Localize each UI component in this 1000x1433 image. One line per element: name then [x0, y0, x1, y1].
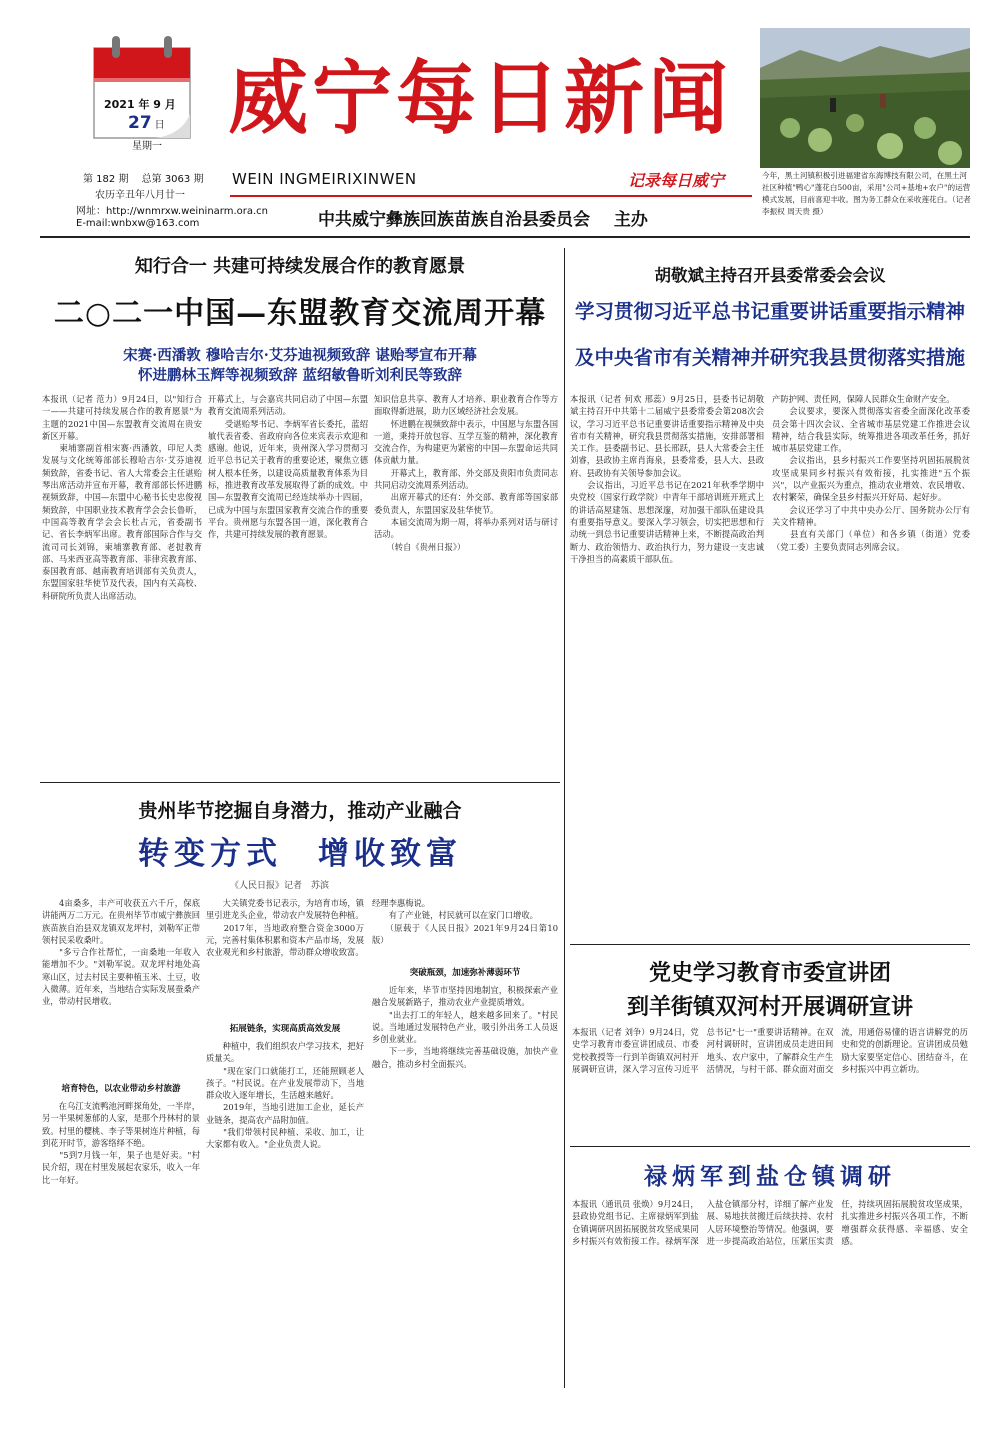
article3-subhead-b: 拓展链条，实现高质高效发展 — [229, 1024, 341, 1034]
article3-subhead-a: 培育特色，以农业带动乡村旅游 — [61, 1084, 181, 1094]
article2-kicker: 胡敬斌主持召开县委常委会会议 — [654, 266, 886, 285]
article3-col-3a: 经理李惠梅说。 有了产业链，村民就可以在家门口增收。 （原载于《人民日报》2021年9月24日第10版） — [372, 898, 558, 945]
title-pinyin: WEIN INGMEIRIXINWEN — [232, 170, 417, 188]
article3-col-1b: 在乌江支流鸭池河畔探角处，一半岸，另一半果树葱郁的人家，是那个丹林村的景致。村里的樱桃、李子等果树连片种植，每到花开时节，游客络绎不绝。 "5到7月钱一年，果子也是好卖。"村民介绍，现在村里发展起农家乐，收入一年比一年好。 — [42, 1101, 200, 1185]
article3-headline: 转变方式 增收致富 — [138, 836, 462, 872]
issue-info — [83, 170, 203, 185]
article3-kicker: 贵州毕节挖掘自身潜力，推动产业融合 — [138, 800, 462, 822]
lunar-date: 农历辛丑年八月廿一 — [95, 190, 185, 201]
masthead-divider — [230, 195, 752, 197]
article4-text: 本报讯（记者 刘争）9月24日，党史学习教育市委宣讲团成员、市委党校教授等一行到羊街镇双河村开展调研宣讲，深入学习宣传习近平总书记"七一"重要讲话精神。在双河村调研时，宣讲团成员走进田间地头、农户家中，了解群众生产生活情况，与村干部、群众面对面交流，用通俗易懂的语言讲解党的历史和党的创新理论。宣讲团成员勉励大家要坚定信心、团结奋斗，在乡村振兴中再立新功。 — [572, 1027, 968, 1074]
date-day — [128, 113, 165, 133]
article1-subhead-2: 怀进鹏林玉辉等视频致辞 蓝绍敏鲁昕刘利民等致辞 — [137, 367, 463, 384]
publisher-line — [318, 205, 648, 230]
photo-caption: 今年，黑土河镇积极引进福建省东海博技有限公司，在黑土河社区种植"鸭心"蓬花白500亩，采用"公司+基地+农户"的运营模式发展，目前喜迎丰收。图为务工群众在采收莲花白。（记者 李振权 周天贵 摄） — [762, 171, 971, 216]
column-divider — [564, 248, 565, 1388]
article2-col-1: 本报讯（记者 何欢 邢蕊）9月25日，县委书记胡敬斌主持召开中共第十二届威宁县委常委会第208次会议，学习习近平总书记重要讲话重要指示精神及中央省市有关精神，研究我县贯彻落实措施，安排部署相关工作。县委副书记、县长邢跃，县人大常委会主任刘睿，县政协主席肖海泉，县委常委，县人大、县政府、县政协有关领导参加会议。 会议指出，习近平总书记在2021年秋季学期中央党校（国家行政学院）中青年干部培训班开班式上的讲话高屋建瓴、思想深邃，对加强干部队伍建设具有重要指导意义。要深入学习领会，切实把思想和行动统一到总书记重要讲话精神上来，不断提高政治判断力、政治领悟力、政治执行力，努力建设一支忠诚干净担当的高素质干部队伍。 — [570, 394, 764, 564]
article3-subhead-c: 突破瓶颈，加速弥补薄弱环节 — [409, 968, 521, 978]
article2-headline-1: 学习贯彻习近平总书记重要讲话重要指示精神 — [574, 300, 965, 323]
article3-byline: 《人民日报》记者 苏滨 — [230, 881, 330, 891]
article4-headline-2: 到羊街镇双河村开展调研宣讲 — [626, 994, 913, 1020]
article3-col-3b: 近年来，毕节市坚持因地制宜，积极探索产业融合发展新路子，推动农业产业提质增效。 "出去打工的年轻人，越来越多回来了。"村民说。当地通过发展特色产业，吸引外出务工人员返乡创业就业。 下一步，当地将继续完善基础设施，加快产业融合，推动乡村全面振兴。 — [372, 985, 558, 1069]
article1-kicker: 知行合一 共建可持续发展合作的教育愿景 — [134, 256, 466, 277]
day-number: 27 — [128, 113, 152, 133]
day-suffix: 日 — [154, 120, 165, 131]
article1-col-3: 知识信息共享、教育人才培养、职业教育合作等方面取得新进展，助力区域经济社会发展。 怀进鹏在视频致辞中表示，中国愿与东盟各国一道，秉持开放包容、互学互鉴的精神，深化教育交流合作，为构建更为紧密的中国—东盟命运共同体贡献力量。 开幕式上，教育部、外交部及贵阳市负责同志共同启动交流周系列活动。 出席开幕式的还有：外交部、教育部等国家部委负责人，东盟国家及驻华使节。 本届交流周为期一周，将举办系列对话与研讨活动。 （转自《贵州日报》） — [374, 394, 558, 552]
host: 主办 — [613, 210, 648, 230]
newspaper-title: 威宁每日新闻 — [228, 51, 732, 145]
publisher: 中共威宁彝族回族苗族自治县委员会 — [318, 210, 590, 230]
article4-top-rule — [570, 944, 970, 945]
date-line: 2021 年 9 月 — [104, 98, 176, 111]
article3-col-1a: 4亩桑多，丰产可收获五六千斤，保底讲能两万二万元。在贵州毕节市威宁彝族回族苗族自治县双龙镇双龙坪村，刘勒军正带领村民采收桑叶。 "多亏合作社帮忙，一亩桑地一年收入能增加不少。"刘勒军说。双龙坪村地处高寒山区，过去村民主要种植玉米、土豆，收入微薄。近年来，当地结合实际发展蚕桑产业，带动村民增收。 — [42, 898, 200, 1007]
article2-headline-2: 及中央省市有关精神并研究我县贯彻落实措施 — [574, 346, 965, 369]
issue-number: 第 182 期 — [83, 174, 129, 185]
article3-col-2b: 种植中，我们组织农户学习技术，把好质量关。 "现在家门口就能打工，还能照顾老人孩子。"村民说。在产业发展带动下，当地群众收入逐年增长，生活越来越好。 2019年，当地引进加工企业，延长产业链条，提高农产品附加值。 "我们带领村民种植、采收、加工，让大家都有收入。"企业负责人说。 — [206, 1041, 364, 1150]
weekday: 星期一 — [132, 141, 162, 152]
email: E-mail:wnbxw@163.com — [76, 218, 200, 229]
article5-headline: 禄炳军到盐仓镇调研 — [644, 1163, 896, 1190]
article1-headline: 二○二一中国—东盟教育交流周开幕 — [53, 296, 547, 331]
article4-headline-1: 党史学习教育市委宣讲团 — [648, 960, 891, 986]
masthead-bottom-rule — [40, 236, 970, 238]
total-issue: 总第 3063 期 — [141, 174, 204, 185]
farm-photo — [760, 28, 970, 168]
article2-col-2: 产防护网、责任网，保障人民群众生命财产安全。 会议要求，要深入贯彻落实省委全面深化改革委员会第十四次会议、全省城市基层党建工作推进会议精神，结合我县实际，统筹推进各项改革任务，抓好城市基层党建工作。 会议指出，县乡村振兴工作要坚持巩固拓展脱贫攻坚成果同乡村振兴有效衔接，扎实推进"五个振兴"，以产业振兴为重点，推动农业增效、农民增收、农村繁荣，确保全县乡村振兴开好局、起好步。 会议还学习了中共中央办公厅、国务院办公厅有关文件精神。 县直有关部门（单位）和各乡镇（街道）党委（党工委）主要负责同志列席会议。 — [772, 394, 970, 552]
slogan: 记录每日威宁 — [628, 171, 725, 190]
website: 网址：http://wnmrxw.weininarm.ora.cn — [76, 206, 269, 217]
article1-subhead-1: 宋赛·西潘敦 穆哈吉尔·艾芬迪视频致辞 谌贻琴宣布开幕 — [123, 347, 477, 364]
article5-text: 本报讯（通讯员 张焕）9月24日，县政协党组书记、主席禄炳军到盐仓镇调研巩固拓展脱贫攻坚成果同乡村振兴有效衔接工作。禄炳军深入盐仓镇部分村，详细了解产业发展、易地扶贫搬迁后续扶持、农村人居环境整治等情况。他强调，要进一步提高政治站位，压紧压实责任，持续巩固拓展脱贫攻坚成果，扎实推进乡村振兴各项工作，不断增强群众获得感、幸福感、安全感。 — [572, 1199, 968, 1246]
article5-top-rule — [570, 1146, 970, 1147]
article1-col-1: 本报讯（记者 范力）9月24日，以"知行合一——共建可持续发展合作的教育愿景"为主题的2021中国—东盟教育交流周在贵安新区开幕。 柬埔寨副首相宋赛·西潘敦，印尼人类发展与文化统筹部部长穆哈吉尔·艾芬迪视频致辞，省委书记、省人大常委会主任谌贻琴出席活动并宣布开幕，教育部部长怀进鹏视频致辞，中国—东盟中心秘书长史忠俊视频致辞，中国职业技术教育学会会长鲁昕，中国高等教育学会会长杜占元，省委副书记、省长李炳军出席。教育部国际合作与交流司司长刘锦，柬埔寨教育部、老挝教育部、马来西亚高等教育部、菲律宾教育部、泰国教育部、越南教育培训部有关负责人，东盟国家驻华使节及代表，国内有关高校、科研院所负责人出席活动。 — [42, 394, 202, 601]
article3-col-2a: 大关镇党委书记表示，为培育市场，镇里引进龙头企业，带动农户发展特色种植。 2017年，当地政府整合资金3000万元，完善村集体积累和资本产品市场，发展农业观光和乡村旅游，带动群众增收致富。 — [206, 898, 364, 958]
section-divider-left — [40, 782, 560, 783]
article1-col-2: 开幕式上，与会嘉宾共同启动了中国—东盟教育交流周系列活动。 受谌贻琴书记、李炳军省长委托，蓝绍敏代表省委、省政府向各位来宾表示欢迎和感谢。他说，近年来，贵州深入学习贯彻习近平总书记关于教育的重要论述，聚焦立德树人根本任务，以建设高质量教育体系为目标，推进教育改革发展取得了新的成效。中国—东盟教育交流周已经连续举办十四届，已成为中国与东盟国家教育交流合作的重要平台。贵州愿与东盟各国一道，深化教育合作，共建可持续发展的教育愿景。 — [208, 394, 368, 540]
